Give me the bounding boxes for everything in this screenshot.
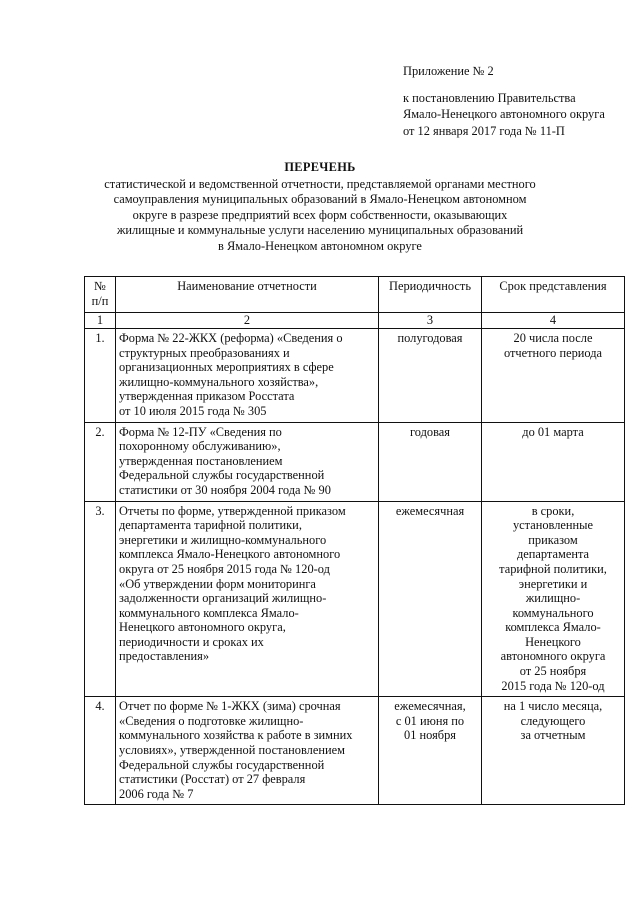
row-period: годовая: [379, 422, 482, 501]
row-deadline: до 01 марта: [482, 422, 625, 501]
table-row: [85, 501, 625, 697]
row-number: 4.: [85, 697, 116, 805]
row-period: полугодовая: [379, 329, 482, 423]
header-name: Наименование отчетности: [116, 277, 379, 313]
col-index-1: 1: [85, 313, 116, 329]
row-deadline: в сроки, установленные приказом департамента тарифной политики, энергетики и жилищно- коммунального комплекса Ямало- Ненецкого автономного округа от 25 ноября 2015 года № 120-од: [482, 501, 625, 697]
table-header-row: [85, 277, 625, 313]
row-name: Отчеты по форме, утвержденной приказом департамента тарифной политики, энергетики и жилищно-коммунального комплекса Ямало-Ненецкого автономного округа от 25 ноября 2015 года № 120-од «Об утверждении форм мониторинга задолженности организаций жилищно- коммунального комплекса Ямало- Ненецкого автономного округа, периодичности и сроках их предоставления»: [116, 501, 379, 697]
row-deadline: на 1 число месяца, следующего за отчетным: [482, 697, 625, 805]
row-period: ежемесячная: [379, 501, 482, 697]
table-row: [85, 329, 625, 423]
row-deadline: 20 числа после отчетного периода: [482, 329, 625, 423]
report-table: [84, 276, 625, 805]
col-index-4: 4: [482, 313, 625, 329]
appendix-ref-line-3: от 12 января 2017 года № 11-П: [403, 123, 565, 138]
document-heading: [60, 160, 580, 254]
row-number: 2.: [85, 422, 116, 501]
appendix-ref-line-2: Ямало-Ненецкого автономного округа: [403, 107, 605, 121]
table-row: [85, 422, 625, 501]
appendix-number: Приложение № 2: [403, 64, 494, 78]
row-name: Форма № 12-ПУ «Сведения по похоронному обслуживанию», утвержденная постановлением Федеральной службы государственной статистики от 30 ноября 2004 года № 90: [116, 422, 379, 501]
row-number: 1.: [85, 329, 116, 423]
row-number: 3.: [85, 501, 116, 697]
col-index-2: 2: [116, 313, 379, 329]
table-row: [85, 697, 625, 805]
row-name: Форма № 22-ЖКХ (реформа) «Сведения о структурных преобразованиях и организационных мероприятиях в сфере жилищно-коммунального хозяйства», утвержденная приказом Росстата от 10 июля 2015 года № 305: [116, 329, 379, 423]
document-subtitle: статистической и ведомственной отчетности, представляемой органами местного самоуправления муниципальных образований в Ямало-Ненецком автономном округе в разрезе предприятий всех форм собственности, оказывающих жилищные и коммунальные услуги населению муниципальных образований в Ямало-Ненецком автономном округе: [104, 176, 536, 253]
row-period: ежемесячная, с 01 июня по 01 ноября: [379, 697, 482, 805]
header-deadline: Срок представления: [482, 277, 625, 313]
table-index-row: [85, 313, 625, 329]
appendix-ref-line-1: к постановлению Правительства: [403, 90, 576, 105]
header-number: № п/п: [85, 277, 116, 313]
document-title: ПЕРЕЧЕНЬ: [284, 160, 356, 174]
header-period: Периодичность: [379, 277, 482, 313]
appendix-block: [403, 63, 605, 139]
row-name: Отчет по форме № 1-ЖКХ (зима) срочная «Сведения о подготовке жилищно- коммунального хозяйства к работе в зимних условиях», утвержденной постановлением Федеральной службы государственной статистики (Росстат) от 27 февраля 2006 года № 7: [116, 697, 379, 805]
col-index-3: 3: [379, 313, 482, 329]
